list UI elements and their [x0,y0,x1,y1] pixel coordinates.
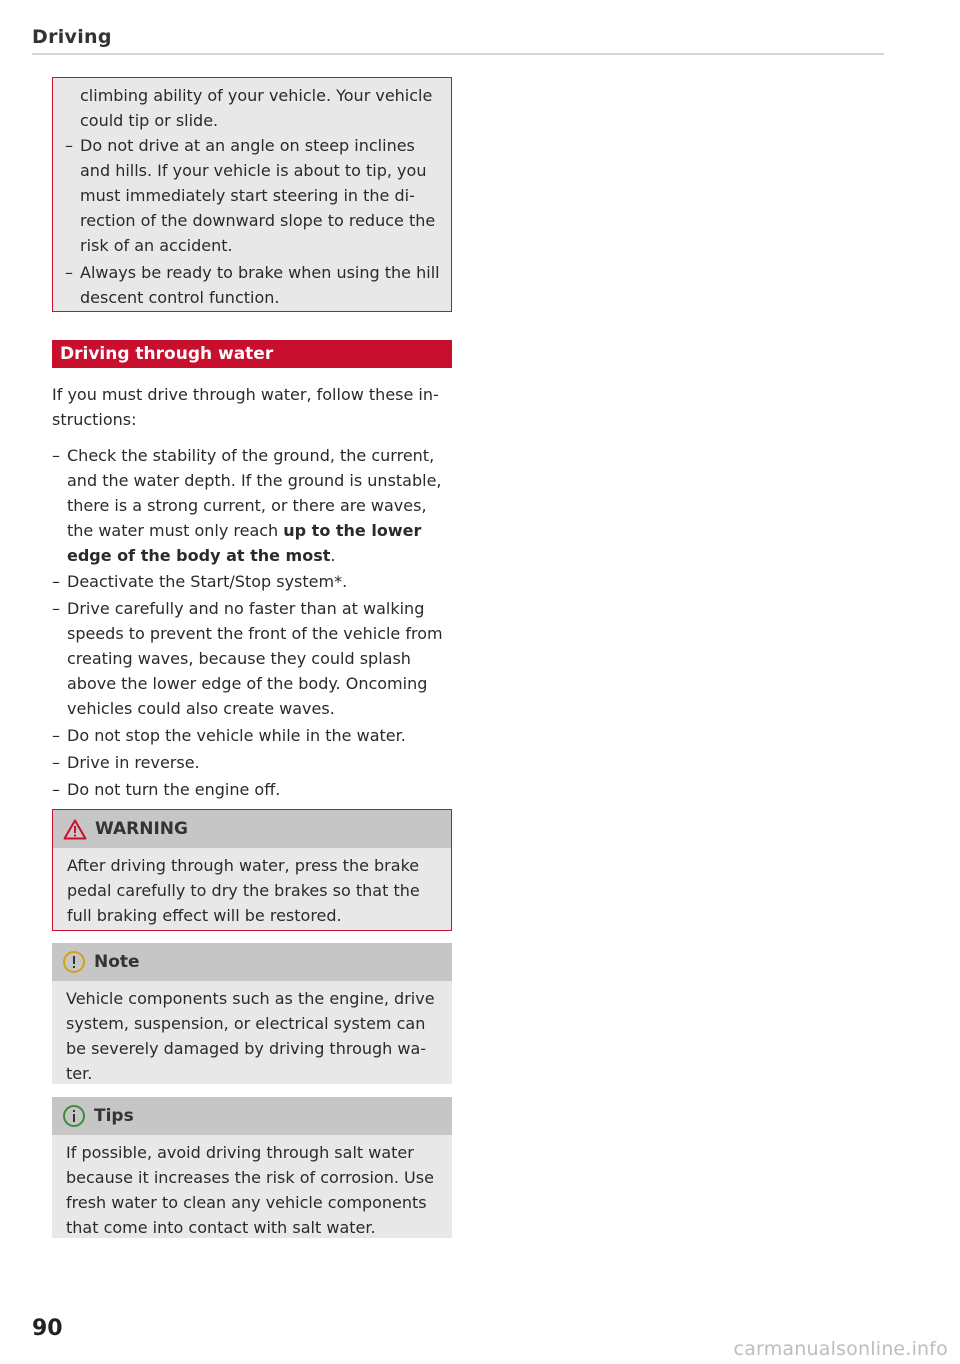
note-text: Vehicle components such as the engine, drive system, suspension, or electrical system can be severely damaged by driving through wa- ter. [66,989,435,1083]
note-title: Note [94,952,140,972]
list-item: – Do not stop the vehicle while in the water. [52,723,452,748]
tips-box [52,1097,452,1238]
list-item-text: Check the stability of the ground, the current, and the water depth. If the ground is unstable, there is a strong current, or there are waves, the water must only reach [67,446,442,540]
warning-text: After driving through water, press the brake pedal carefully to dry the brakes so that the full braking effect will be restored. [67,856,420,925]
warning-box [52,809,452,931]
warning-continued-list [65,133,441,310]
tips-box-header [52,1097,452,1135]
list-item-text-end: . [330,546,336,565]
list-item: – Drive carefully and no faster than at walking speeds to prevent the front of the vehicle from creating waves, because they could splash above the lower edge of the body. Oncoming vehicles could also create waves. [52,596,452,721]
info-circle-icon [62,1104,86,1128]
note-box [52,943,452,1084]
header-divider [32,53,884,55]
section-header: Driving [32,26,112,48]
list-item: – Deactivate the Start/Stop system*. [52,569,452,594]
watermark: carmanualsonline.info [733,1338,948,1360]
list-item-emphasis: up to the lower edge of the body at the most [67,521,422,565]
warning-box-header [53,810,451,848]
list-item: – Drive in reverse. [52,750,452,775]
list-item: – Always be ready to brake when using the hill descent control function. [65,260,441,310]
warning-continued-box [52,77,452,312]
page-number: 90 [32,1316,63,1341]
list-item [52,443,452,568]
warning-title: WARNING [95,819,188,839]
tips-title: Tips [94,1106,134,1126]
section-title: Driving through water [52,340,452,368]
section-intro: If you must drive through water, follow these in- structions: [52,385,439,429]
tips-text: If possible, avoid driving through salt water because it increases the risk of corrosion. Use fresh water to clean any vehicle components that come into contact with salt water. [66,1143,434,1237]
warning-continued-text: climbing ability of your vehicle. Your vehicle could tip or slide. [80,86,433,130]
exclamation-circle-icon [62,950,86,974]
list-item: – Do not turn the engine off. [52,777,452,802]
instruction-list [52,443,452,804]
list-item: – Do not drive at an angle on steep inclines and hills. If your vehicle is about to tip, you must immediately start steering in the di- rection of the downward slope to reduce the risk of an accident. [65,133,441,258]
note-box-header [52,943,452,981]
warning-triangle-icon [63,819,87,840]
